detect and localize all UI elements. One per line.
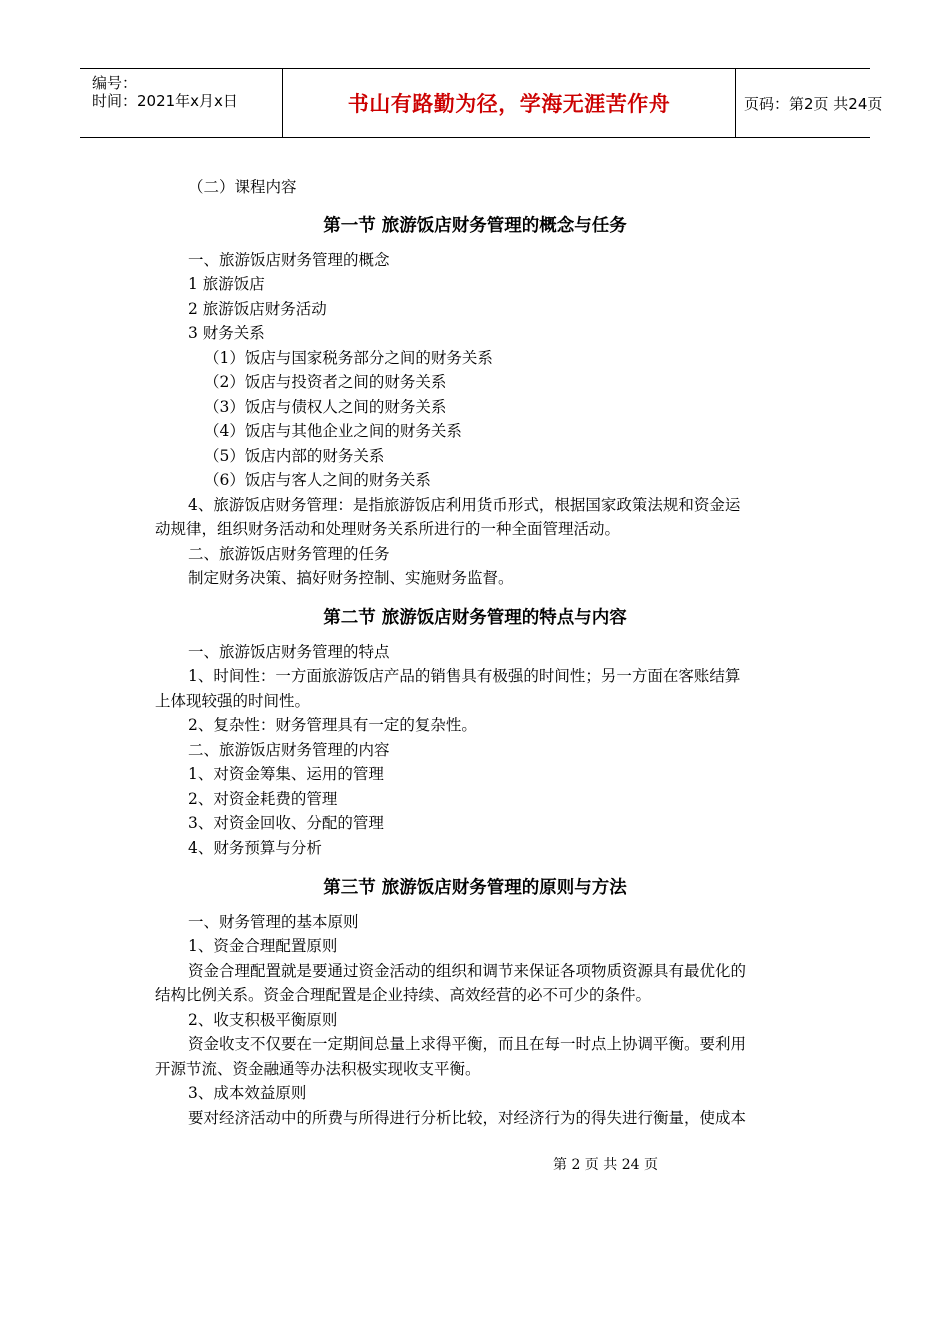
paragraph: 2、复杂性：财务管理具有一定的复杂性。 — [188, 716, 477, 734]
paragraph: 2 旅游饭店财务活动 — [188, 300, 327, 318]
paragraph: 一、旅游饭店财务管理的特点 — [188, 643, 390, 661]
section-2-title: 第二节 旅游饭店财务管理的特点与内容 — [323, 608, 627, 628]
paragraph: 上体现较强的时间性。 — [155, 692, 311, 710]
section-3-title: 第三节 旅游饭店财务管理的原则与方法 — [323, 878, 627, 898]
paragraph: 3、成本效益原则 — [188, 1084, 307, 1102]
paragraph: 要对经济活动中的所费与所得进行分析比较，对经济行为的得失进行衡量，使成本 — [188, 1109, 747, 1127]
paragraph: 一、财务管理的基本原则 — [188, 913, 359, 931]
paragraph: 4、旅游饭店财务管理：是指旅游饭店利用货币形式，根据国家政策法规和资金运 — [188, 496, 741, 514]
paragraph: 一、旅游饭店财务管理的概念 — [188, 251, 390, 269]
paragraph: 资金合理配置就是要通过资金活动的组织和调节来保证各项物质资源具有最优化的 — [188, 962, 747, 980]
list-item: （4）饭店与其他企业之间的财务关系 — [204, 422, 462, 440]
list-item: （3）饭店与债权人之间的财务关系 — [204, 398, 447, 416]
header-meta-cell — [80, 69, 282, 137]
list-item: （2）饭店与投资者之间的财务关系 — [204, 373, 447, 391]
paragraph: 资金收支不仅要在一定期间总量上求得平衡，而且在每一时点上协调平衡。要利用 — [188, 1035, 747, 1053]
paragraph: 3、对资金回收、分配的管理 — [188, 814, 384, 832]
paragraph: 3 财务关系 — [188, 324, 265, 342]
paragraph: 动规律，组织财务活动和处理财务关系所进行的一种全面管理活动。 — [155, 520, 621, 538]
paragraph: 2、对资金耗费的管理 — [188, 790, 338, 808]
paragraph: 制定财务决策、搞好财务控制、实施财务监督。 — [188, 569, 514, 587]
list-item: （6）饭店与客人之间的财务关系 — [204, 471, 431, 489]
section-1-title: 第一节 旅游饭店财务管理的概念与任务 — [323, 216, 627, 236]
content-subtitle: （二）课程内容 — [188, 178, 297, 196]
paragraph: 4、财务预算与分析 — [188, 839, 322, 857]
header-page-code: 页码：第2页 共24页 — [744, 94, 883, 113]
paragraph: 二、旅游饭店财务管理的任务 — [188, 545, 390, 563]
paragraph: 1、时间性：一方面旅游饭店产品的销售具有极强的时间性；另一方面在客账结算 — [188, 667, 741, 685]
list-item: （5）饭店内部的财务关系 — [204, 447, 385, 465]
document-time-label: 时间：2021年x月x日 — [92, 92, 238, 110]
paragraph: 2、收支积极平衡原则 — [188, 1011, 338, 1029]
document-number-label: 编号： — [92, 74, 138, 92]
paragraph: 1 旅游饭店 — [188, 275, 265, 293]
header-table — [80, 68, 883, 138]
paragraph: 开源节流、资金融通等办法积极实现收支平衡。 — [155, 1060, 481, 1078]
paragraph: 1、资金合理配置原则 — [188, 937, 338, 955]
page-footer: 第 2 页 共 24 页 — [553, 1157, 658, 1173]
paragraph: 结构比例关系。资金合理配置是企业持续、高效经营的必不可少的条件。 — [155, 986, 652, 1004]
list-item: （1）饭店与国家税务部分之间的财务关系 — [204, 349, 493, 367]
paragraph: 二、旅游饭店财务管理的内容 — [188, 741, 390, 759]
paragraph: 1、对资金筹集、运用的管理 — [188, 765, 384, 783]
header-motto: 书山有路勤为径，学海无涯苦作舟 — [282, 69, 736, 137]
